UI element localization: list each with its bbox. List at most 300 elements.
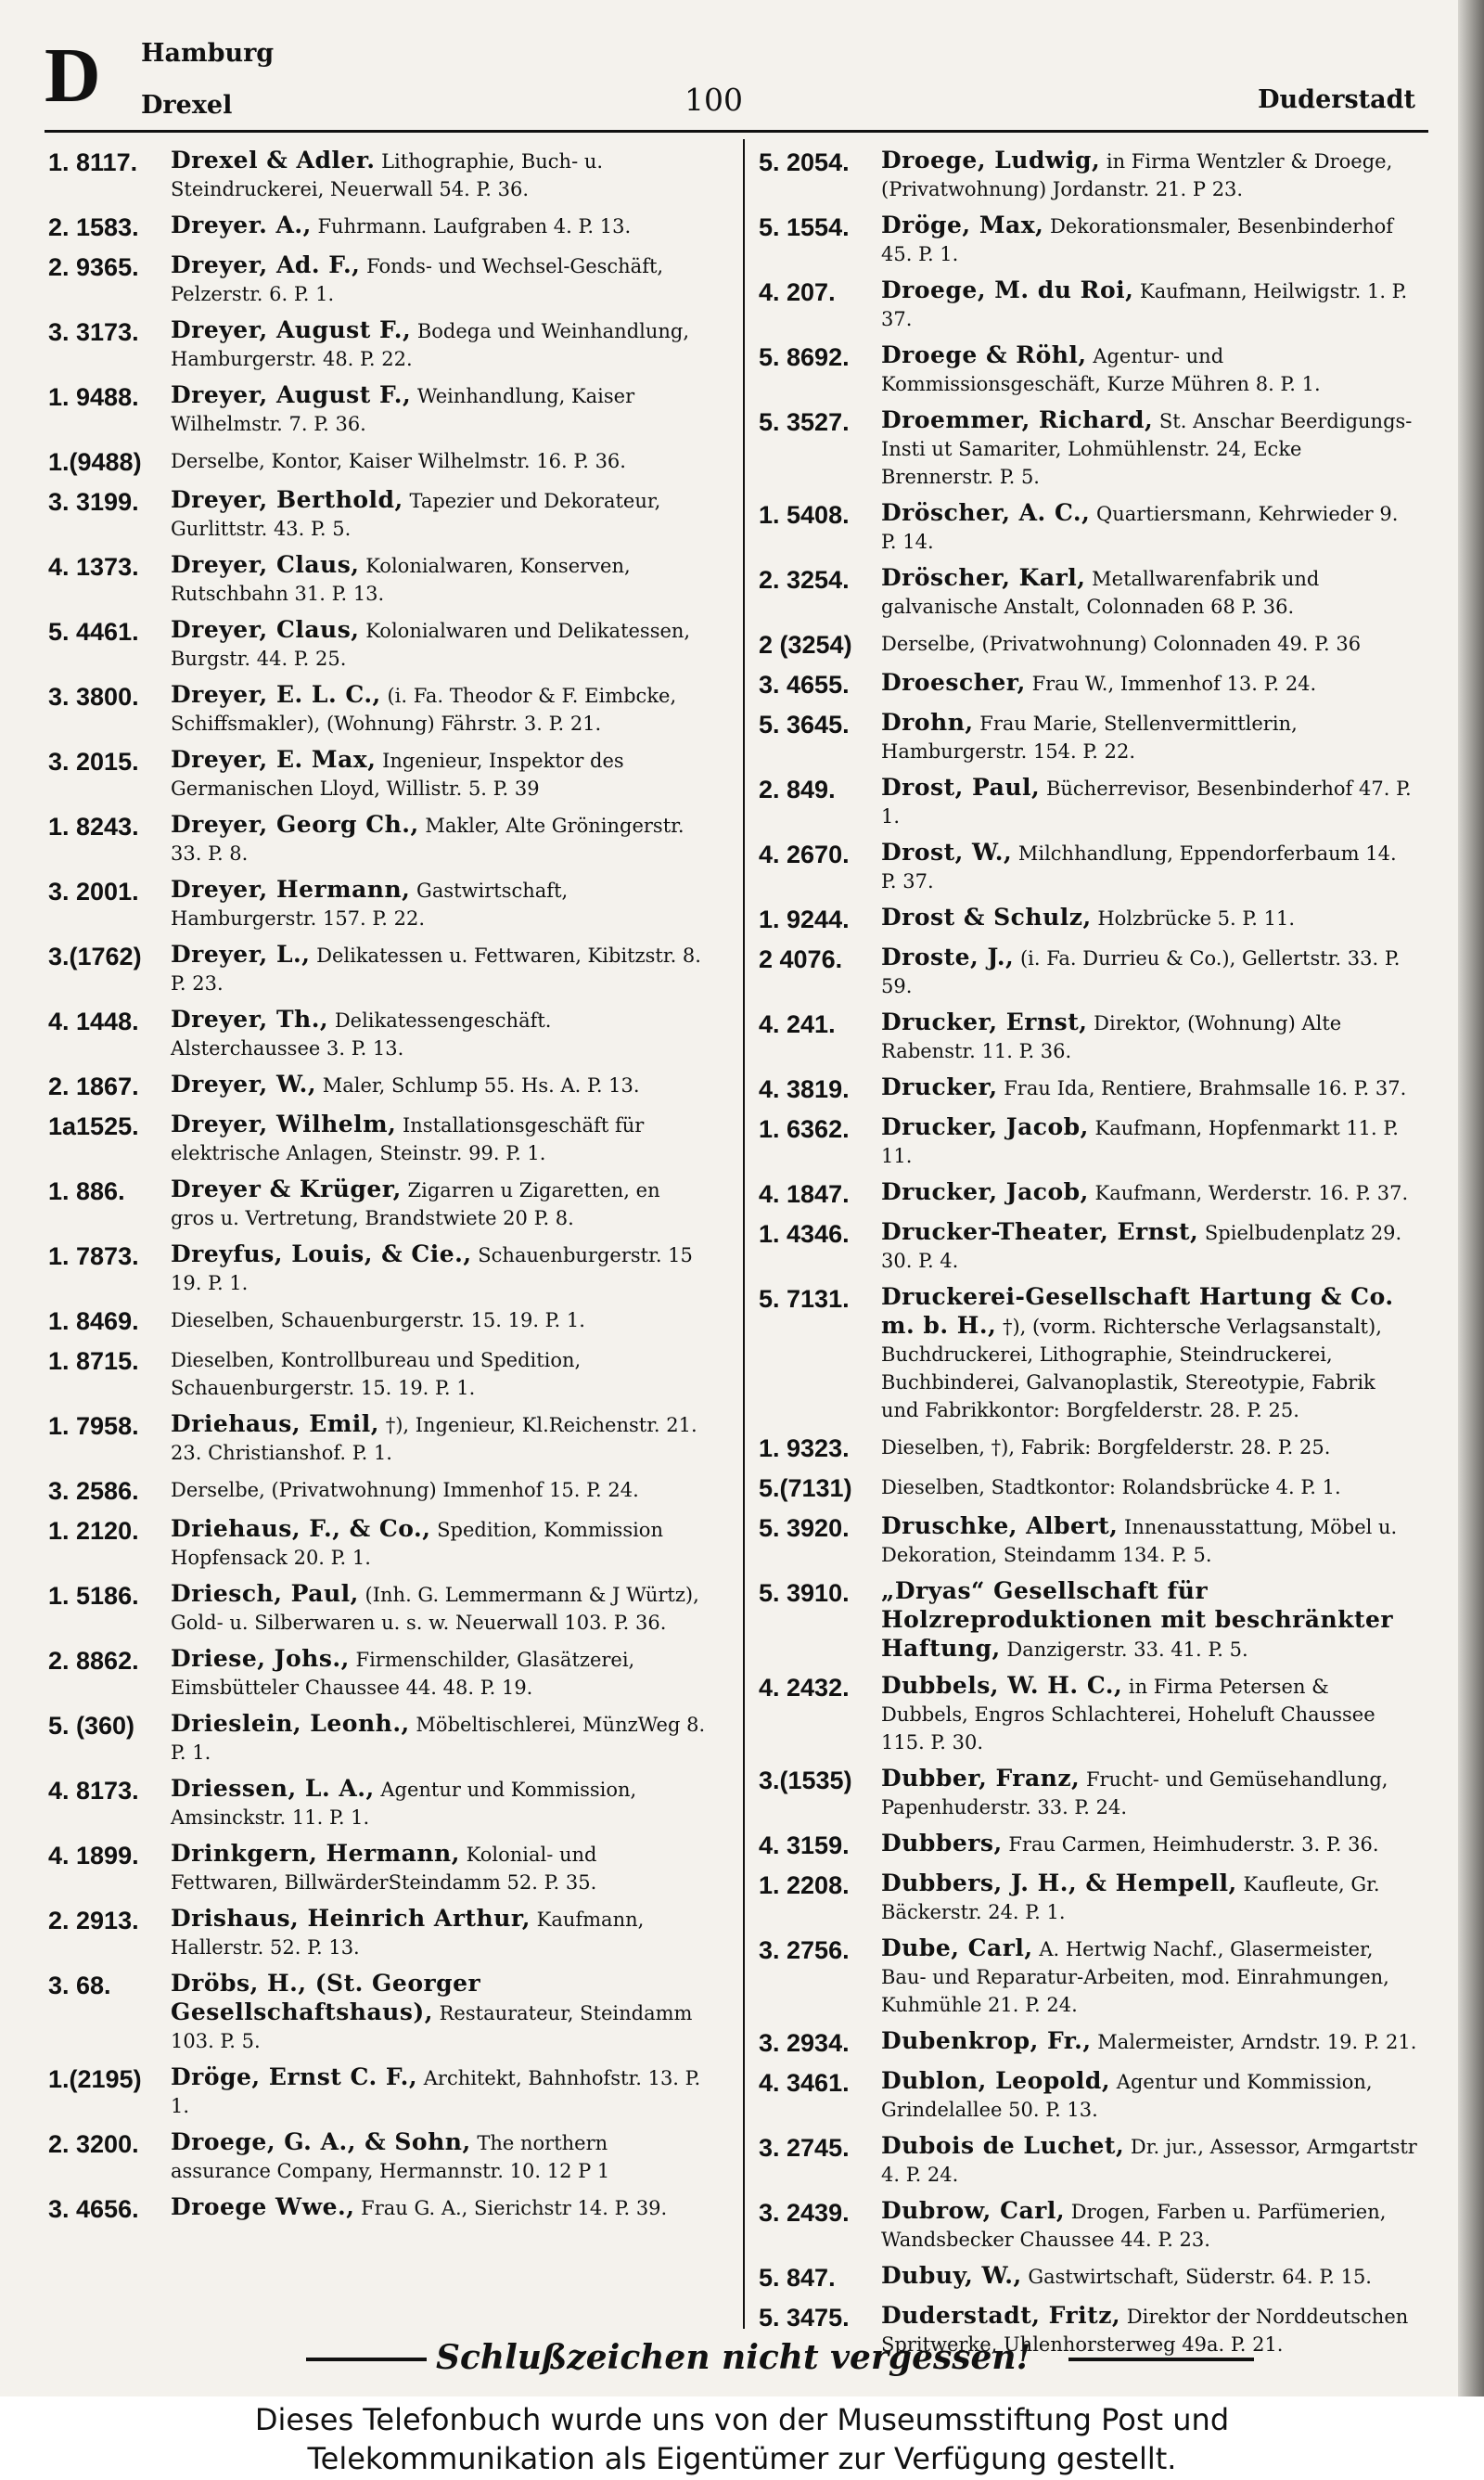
entry-body xyxy=(171,251,707,308)
subscriber-name: Dreyer, L., xyxy=(171,941,311,968)
entry-details: Kolonial- und Fettwaren, BillwärderSteindamm 52. P. 35. xyxy=(171,1844,597,1894)
entry-details: Derselbe, Kontor, Kaiser Wilhelmstr. 16. P. 36. xyxy=(171,450,626,472)
entry-body xyxy=(171,1970,707,2055)
directory-entry xyxy=(759,1433,1417,1464)
entry-details: Dieselben, †), Fabrik: Borgfelderstr. 28. P. 25. xyxy=(881,1436,1331,1458)
subscriber-name: Drohn, xyxy=(881,709,974,736)
directory-entry xyxy=(759,147,1417,203)
subscriber-name: Drucker-Theater, Ernst, xyxy=(881,1218,1199,1245)
phone-number: 1. 7958. xyxy=(48,1412,139,1440)
subscriber-name: Drishaus, Heinrich Arthur, xyxy=(171,1905,531,1932)
entry-body xyxy=(171,446,707,475)
directory-entry xyxy=(759,1073,1417,1105)
entry-body xyxy=(881,2027,1417,2056)
entry-body xyxy=(881,1577,1417,1664)
entry-details: Milchhandlung, Eppendorferbaum 14. P. 37. xyxy=(881,842,1397,893)
directory-entry xyxy=(759,2132,1417,2189)
entry-body xyxy=(171,1176,707,1232)
entry-body xyxy=(881,774,1417,830)
entry-details: Agentur- und Kommissionsgeschäft, Kurze Mühren 8. P. 1. xyxy=(881,345,1321,395)
entry-body xyxy=(171,616,707,673)
phone-number: 4. 1448. xyxy=(48,1008,139,1035)
directory-entry xyxy=(759,1009,1417,1065)
phone-number: 3. 3199. xyxy=(48,488,139,516)
phone-number: 2. 2913. xyxy=(48,1907,139,1934)
phone-number: 1. 8243. xyxy=(48,813,139,841)
phone-number: 5. 7131. xyxy=(759,1285,850,1313)
entry-details: (i. Fa. Theodor & F. Eimbcke, Schiffsmakler), (Wohnung) Fährstr. 3. P. 21. xyxy=(171,685,677,735)
entry-body xyxy=(881,1472,1417,1501)
subscriber-name: Droemmer, Richard, xyxy=(881,406,1154,433)
phone-number: 5. 8692. xyxy=(759,343,850,371)
entry-details: Quartiersmann, Kehrwieder 9. P. 14. xyxy=(881,503,1399,553)
directory-entry xyxy=(759,2262,1417,2294)
entry-body xyxy=(171,212,707,240)
directory-entry xyxy=(759,1577,1417,1664)
entry-body xyxy=(171,1305,707,1334)
page-number: 100 xyxy=(684,82,743,118)
subscriber-name: Dröbs, H., (St. Georger Gesellschaftshaus), xyxy=(171,1970,481,2025)
phone-number: 3. 3800. xyxy=(48,683,139,711)
entry-details: Holzbrücke 5. P. 11. xyxy=(1097,907,1296,930)
phone-number: 1. 9488. xyxy=(48,383,139,411)
credit-line-2: Telekommunikation als Eigentümer zur Verfügung gestellt. xyxy=(307,2441,1177,2476)
phone-number: 2. 1867. xyxy=(48,1073,139,1100)
directory-entry xyxy=(759,499,1417,556)
phone-number: 2. 1583. xyxy=(48,213,139,241)
entry-details: Bodega und Weinhandlung, Hamburgerstr. 48. P. 22. xyxy=(171,320,690,370)
phone-number: 2. 3254. xyxy=(759,566,850,594)
phone-number: 1. 8469. xyxy=(48,1307,139,1335)
subscriber-name: Dreyer, Georg Ch., xyxy=(171,811,419,838)
directory-entry xyxy=(48,1840,707,1896)
directory-entry xyxy=(759,564,1417,621)
directory-entry xyxy=(759,276,1417,333)
directory-entry xyxy=(48,1710,707,1767)
subscriber-name: Dreyer, E. Max, xyxy=(171,746,377,773)
phone-number: 2. 849. xyxy=(759,776,836,803)
entry-body xyxy=(881,1218,1417,1275)
entry-body xyxy=(171,381,707,438)
phone-number: 4. 1373. xyxy=(48,553,139,581)
directory-entry xyxy=(759,1283,1417,1424)
subscriber-name: Dreyer, August F., xyxy=(171,381,412,408)
directory-entry xyxy=(759,341,1417,398)
phone-number: 2. 8862. xyxy=(48,1647,139,1675)
directory-entry xyxy=(48,1645,707,1702)
subscriber-name: Driehaus, F., & Co., xyxy=(171,1515,431,1542)
entry-body xyxy=(171,1775,707,1831)
phone-number: 1. 5186. xyxy=(48,1582,139,1610)
entry-details: Spielbudenplatz 29. 30. P. 4. xyxy=(881,1222,1402,1272)
subscriber-name: Droege, G. A., & Sohn, xyxy=(171,2128,471,2155)
subscriber-name: Dröge, Max, xyxy=(881,212,1044,238)
phone-number: 2. 3200. xyxy=(48,2130,139,2158)
directory-entry xyxy=(48,1410,707,1467)
phone-number: 1. 2208. xyxy=(759,1871,850,1899)
entry-body xyxy=(881,2132,1417,2189)
footer-rule-left xyxy=(306,2358,427,2361)
phone-number: 3. 2934. xyxy=(759,2029,850,2057)
phone-number: 3. 2439. xyxy=(759,2199,850,2227)
entry-details: Frau G. A., Sierichstr 14. P. 39. xyxy=(361,2197,668,2219)
phone-number: 5. 3527. xyxy=(759,408,850,436)
entry-details: Direktor der Norddeutschen Spritwerke, Uhlenhorsterweg 49a. P. 21. xyxy=(881,2306,1409,2356)
entry-details: Direktor, (Wohnung) Alte Rabenstr. 11. P. 36. xyxy=(881,1012,1342,1062)
directory-entry xyxy=(48,2193,707,2225)
subscriber-name: Drinkgern, Hermann, xyxy=(171,1840,460,1867)
entry-body xyxy=(171,1840,707,1896)
entry-details: Agentur und Kommission, Grindelallee 50. P. 13. xyxy=(881,2071,1373,2121)
subscriber-name: Drost, Paul, xyxy=(881,774,1041,801)
phone-number: 5. 3475. xyxy=(759,2304,850,2332)
subscriber-name: Dreyer, Th., xyxy=(171,1006,329,1033)
scan-edge-shadow xyxy=(1458,0,1484,2396)
entry-details: Frau Carmen, Heimhuderstr. 3. P. 36. xyxy=(1008,1833,1379,1856)
subscriber-name: Dreyer. A., xyxy=(171,212,312,238)
phone-number: 3. 4655. xyxy=(759,671,850,699)
entry-details: Kolonialwaren und Delikatessen, Burgstr. 44. P. 25. xyxy=(171,620,691,670)
entry-body xyxy=(171,1410,707,1467)
phone-number: 3. 2015. xyxy=(48,748,139,776)
entry-body xyxy=(881,406,1417,491)
range-start: Drexel xyxy=(141,91,233,120)
entry-details: Kaufmann, Heilwigstr. 1. P. 37. xyxy=(881,280,1408,330)
subscriber-name: Dröscher, Karl, xyxy=(881,564,1086,591)
entry-body xyxy=(171,2128,707,2185)
subscriber-name: Dubuy, W., xyxy=(881,2262,1022,2289)
entry-details: A. Hertwig Nachf., Glasermeister, Bau- und Reparatur-Arbeiten, mod. Einrahmungen, Kuhmühle 21. P. 24. xyxy=(881,1938,1389,2016)
subscriber-name: Dube, Carl, xyxy=(881,1934,1033,1961)
entry-body xyxy=(881,1433,1417,1461)
entry-details: Drogen, Farben u. Parfümerien, Wandsbecker Chaussee 44. P. 23. xyxy=(881,2201,1387,2251)
directory-entry xyxy=(48,212,707,243)
subscriber-name: Driese, Johs., xyxy=(171,1645,350,1672)
phone-number: 1. 8715. xyxy=(48,1347,139,1375)
directory-entry xyxy=(48,616,707,673)
subscriber-name: Droege & Röhl, xyxy=(881,341,1087,368)
subscriber-name: Dreyer, Ad. F., xyxy=(171,251,361,278)
directory-entry xyxy=(48,1240,707,1297)
entry-details: Derselbe, (Privatwohnung) Colonnaden 49. P. 36 xyxy=(881,633,1362,655)
directory-entry xyxy=(759,839,1417,895)
entry-body xyxy=(881,276,1417,333)
directory-entry xyxy=(48,1515,707,1572)
entry-details: Tapezier und Dekorateur, Gurlittstr. 43. P. 5. xyxy=(171,490,661,540)
directory-entry xyxy=(48,2128,707,2185)
entry-body xyxy=(881,1178,1417,1207)
phone-number: 3.(1762) xyxy=(48,943,142,970)
subscriber-name: Dreyer, Hermann, xyxy=(171,876,411,903)
directory-entry xyxy=(759,1218,1417,1275)
subscriber-name: Druckerei-Gesellschaft Hartung & Co. m. b. H., xyxy=(881,1283,1394,1339)
subscriber-name: „Dryas“ Gesellschaft für Holzreproduktionen mit beschränkter Haftung, xyxy=(881,1577,1394,1662)
directory-entry xyxy=(48,2063,707,2120)
directory-entry xyxy=(48,746,707,803)
directory-entry xyxy=(48,1970,707,2055)
entry-body xyxy=(171,486,707,543)
directory-entry xyxy=(48,1475,707,1507)
entry-details: The northern assurance Company, Hermannstr. 10. 12 P 1 xyxy=(171,2132,610,2182)
entry-body xyxy=(881,147,1417,203)
phone-number: 4. 1899. xyxy=(48,1842,139,1870)
entry-details: Delikatessen u. Fettwaren, Kibitzstr. 8. P. 23. xyxy=(171,944,701,995)
entry-body xyxy=(171,1645,707,1702)
subscriber-name: Driessen, L. A., xyxy=(171,1775,375,1802)
phone-number: 1.(9488) xyxy=(48,448,142,476)
footer-note: Schlußzeichen nicht vergessen! xyxy=(436,2338,1031,2377)
phone-number: 1. 2120. xyxy=(48,1517,139,1545)
subscriber-name: Dubenkrop, Fr., xyxy=(881,2027,1092,2054)
phone-number: 1. 7873. xyxy=(48,1242,139,1270)
entry-body xyxy=(881,2197,1417,2254)
phone-number: 1. 5408. xyxy=(759,501,850,529)
credit-line-1: Dieses Telefonbuch wurde uns von der Museumsstiftung Post und xyxy=(254,2402,1230,2437)
entry-details: Dekorationsmaler, Besenbinderhof 45. P. 1. xyxy=(881,215,1394,265)
directory-entry xyxy=(759,1870,1417,1926)
entry-details: in Firma Petersen & Dubbels, Engros Schlachterei, Hoheluft Chaussee 115. P. 30. xyxy=(881,1676,1375,1754)
entry-body xyxy=(171,941,707,997)
subscriber-name: Dröscher, A. C., xyxy=(881,499,1091,526)
entry-details: Firmenschilder, Glasätzerei, Eimsbütteler Chaussee 44. 48. P. 19. xyxy=(171,1649,635,1699)
phone-number: 5. 847. xyxy=(759,2264,836,2292)
directory-entry xyxy=(759,2197,1417,2254)
entry-body xyxy=(171,1515,707,1572)
directory-entry xyxy=(759,669,1417,700)
entry-body xyxy=(881,1765,1417,1821)
entry-body xyxy=(881,669,1417,698)
directory-entry xyxy=(759,944,1417,1000)
directory-entry xyxy=(759,1830,1417,1861)
phone-number: 4. 2432. xyxy=(759,1674,850,1702)
entry-body xyxy=(171,551,707,608)
directory-entry xyxy=(48,811,707,867)
directory-entry xyxy=(759,904,1417,935)
directory-entry xyxy=(759,406,1417,491)
entry-body xyxy=(881,2067,1417,2124)
phone-number: 4. 241. xyxy=(759,1010,836,1038)
entry-body xyxy=(171,681,707,738)
entry-body xyxy=(881,629,1417,658)
entry-details: Maler, Schlump 55. Hs. A. P. 13. xyxy=(322,1074,640,1097)
entry-body xyxy=(881,839,1417,895)
entry-body xyxy=(171,316,707,373)
entry-body xyxy=(881,1830,1417,1858)
range-end: Duderstadt xyxy=(1258,85,1415,114)
phone-number: 1. 8117. xyxy=(48,148,138,176)
subscriber-name: Dreyer, August F., xyxy=(171,316,412,343)
phone-number: 5. 3920. xyxy=(759,1514,850,1542)
directory-entry xyxy=(759,2067,1417,2124)
subscriber-name: Droege, M. du Roi, xyxy=(881,276,1134,303)
subscriber-name: Drucker, xyxy=(881,1073,998,1100)
entry-details: Dr. jur., Assessor, Armgartstr 4. P. 24. xyxy=(881,2136,1417,2186)
entry-body xyxy=(171,811,707,867)
phone-number: 4. 2670. xyxy=(759,841,850,868)
entry-body xyxy=(881,341,1417,398)
entry-body xyxy=(881,2262,1417,2291)
entry-details: Frucht- und Gemüsehandlung, Papenhuderstr. 33. P. 24. xyxy=(881,1768,1388,1818)
entry-details: Innenausstattung, Möbel u. Dekoration, Steindamm 134. P. 5. xyxy=(881,1516,1398,1566)
subscriber-name: Droste, J., xyxy=(881,944,1015,970)
phone-number: 3. 2745. xyxy=(759,2134,850,2162)
subscriber-name: Dröge, Ernst C. F., xyxy=(171,2063,418,2090)
entry-body xyxy=(171,1071,707,1099)
phone-number: 1. 6362. xyxy=(759,1115,850,1143)
entry-body xyxy=(171,1580,707,1637)
entry-details: Kaufleute, Gr. Bäckerstr. 24. P. 1. xyxy=(881,1873,1380,1923)
phone-number: 3. 2586. xyxy=(48,1477,139,1505)
directory-entry xyxy=(48,147,707,203)
entry-body xyxy=(171,1710,707,1767)
directory-entry xyxy=(48,1305,707,1337)
directory-entry xyxy=(48,681,707,738)
subscriber-name: Drieslein, Leonh., xyxy=(171,1710,410,1737)
directory-entry xyxy=(48,251,707,308)
phone-number: 2 4076. xyxy=(759,945,843,973)
phone-number: 5. 3645. xyxy=(759,711,850,739)
entry-body xyxy=(171,1905,707,1961)
directory-entry xyxy=(759,1178,1417,1210)
phone-number: 4. 3819. xyxy=(759,1075,850,1103)
entry-body xyxy=(171,2193,707,2222)
directory-entry xyxy=(48,1111,707,1167)
entry-details: Zigarren u Zigaretten, en gros u. Vertretung, Brandstwiete 20 P. 8. xyxy=(171,1179,660,1229)
subscriber-name: Dreyer & Krüger, xyxy=(171,1176,402,1202)
left-column xyxy=(48,147,707,2233)
city-heading: Hamburg xyxy=(141,39,275,68)
phone-number: 5. (360) xyxy=(48,1712,135,1740)
subscriber-name: Druschke, Albert, xyxy=(881,1512,1119,1539)
entry-body xyxy=(881,212,1417,268)
phone-number: 2 (3254) xyxy=(759,631,852,659)
directory-entry xyxy=(48,941,707,997)
phone-number: 4. 8173. xyxy=(48,1777,139,1805)
entry-body xyxy=(881,1283,1417,1424)
directory-entry xyxy=(48,1905,707,1961)
entry-body xyxy=(171,1345,707,1402)
directory-entry xyxy=(48,316,707,373)
directory-entry xyxy=(48,876,707,932)
phone-number: 5. 1554. xyxy=(759,213,850,241)
directory-entry xyxy=(759,212,1417,268)
directory-entry xyxy=(759,2027,1417,2059)
entry-body xyxy=(881,904,1417,932)
section-letter: D xyxy=(45,32,101,119)
directory-entry xyxy=(759,629,1417,661)
directory-entry xyxy=(759,1765,1417,1821)
subscriber-name: Dubbels, W. H. C., xyxy=(881,1672,1123,1699)
subscriber-name: Driehaus, Emil, xyxy=(171,1410,379,1437)
directory-entry xyxy=(48,1071,707,1102)
subscriber-name: Drost & Schulz, xyxy=(881,904,1092,931)
subscriber-name: Dreyfus, Louis, & Cie., xyxy=(171,1240,472,1267)
phone-number: 1. 9244. xyxy=(759,906,850,933)
entry-details: (Inh. G. Lemmermann & J Würtz), Gold- u. Silberwaren u. s. w. Neuerwall 103. P. 36. xyxy=(171,1584,699,1634)
entry-details: Installationsgeschäft für elektrische Anlagen, Steinstr. 99. P. 1. xyxy=(171,1114,645,1164)
entry-details: Dieselben, Kontrollbureau und Spedition, Schauenburgerstr. 15. 19. P. 1. xyxy=(171,1349,582,1399)
phone-number: 5. 4461. xyxy=(48,618,139,646)
entry-details: (i. Fa. Durrieu & Co.), Gellertstr. 33. P. 59. xyxy=(881,947,1401,997)
entry-body xyxy=(171,746,707,803)
subscriber-name: Dreyer, Claus, xyxy=(171,616,360,643)
entry-details: Dieselben, Stadtkontor: Rolandsbrücke 4. P. 1. xyxy=(881,1476,1341,1498)
entry-body xyxy=(171,1006,707,1062)
subscriber-name: Dreyer, E. L. C., xyxy=(171,681,381,708)
directory-entry xyxy=(48,1775,707,1831)
phone-number: 5. 2054. xyxy=(759,148,850,176)
directory-entry xyxy=(48,1580,707,1637)
subscriber-name: Dreyer, Berthold, xyxy=(171,486,403,513)
subscriber-name: Dubbers, xyxy=(881,1830,1003,1857)
entry-body xyxy=(881,1934,1417,2019)
entry-details: Delikatessengeschäft. Alsterchaussee 3. P. 13. xyxy=(171,1009,552,1060)
entry-details: Gastwirtschaft, Hamburgerstr. 157. P. 22. xyxy=(171,880,569,930)
entry-details: Frau W., Immenhof 13. P. 24. xyxy=(1031,673,1317,695)
entry-details: Kolonialwaren, Konserven, Rutschbahn 31. P. 13. xyxy=(171,555,631,605)
subscriber-name: Droege, Ludwig, xyxy=(881,147,1101,173)
subscriber-name: Dreyer, Claus, xyxy=(171,551,360,578)
phone-number: 4. 1847. xyxy=(759,1180,850,1208)
directory-entry xyxy=(48,1176,707,1232)
entry-details: Malermeister, Arndstr. 19. P. 21. xyxy=(1097,2031,1417,2053)
directory-entry xyxy=(759,709,1417,765)
phone-number: 1. 9323. xyxy=(759,1434,850,1462)
subscriber-name: Droescher, xyxy=(881,669,1026,696)
phone-number: 2. 9365. xyxy=(48,253,139,281)
entry-body xyxy=(171,1240,707,1297)
subscriber-name: Dreyer, Wilhelm, xyxy=(171,1111,397,1137)
directory-entry xyxy=(48,551,707,608)
directory-entry xyxy=(759,774,1417,830)
subscriber-name: Dubois de Luchet, xyxy=(881,2132,1125,2159)
entry-details: †), Ingenieur, Kl.Reichenstr. 21. 23. Christianshof. P. 1. xyxy=(171,1414,697,1464)
subscriber-name: Drost, W., xyxy=(881,839,1013,866)
phone-number: 3. 2756. xyxy=(759,1936,850,1964)
subscriber-name: Driesch, Paul, xyxy=(171,1580,359,1607)
entry-details: Kaufmann, Hallerstr. 52. P. 13. xyxy=(171,1908,645,1959)
entry-details: Möbeltischlerei, MünzWeg 8. P. 1. xyxy=(171,1714,706,1764)
entry-details: Schauenburgerstr. 15 19. P. 1. xyxy=(171,1244,693,1294)
entry-body xyxy=(171,1111,707,1167)
entry-details: Danzigerstr. 33. 41. P. 5. xyxy=(1006,1638,1248,1661)
entry-body xyxy=(881,564,1417,621)
entry-body xyxy=(881,1870,1417,1926)
phone-number: 3.(1535) xyxy=(759,1767,852,1794)
subscriber-name: Dubber, Franz, xyxy=(881,1765,1081,1792)
phone-number: 3. 4656. xyxy=(48,2195,139,2223)
phone-number: 4. 3159. xyxy=(759,1831,850,1859)
entry-details: in Firma Wentzler & Droege, (Privatwohnung) Jordanstr. 21. P 23. xyxy=(881,150,1393,200)
entry-body xyxy=(881,1512,1417,1569)
entry-details: Restaurateur, Steindamm 103. P. 5. xyxy=(171,2002,693,2052)
phone-number: 1.(2195) xyxy=(48,2065,142,2093)
entry-details: Bücherrevisor, Besenbinderhof 47. P. 1. xyxy=(881,777,1412,828)
directory-entry xyxy=(48,1345,707,1402)
directory-entry xyxy=(759,1472,1417,1504)
directory-entry xyxy=(759,1672,1417,1756)
entry-details: Spedition, Kommission Hopfensack 20. P. 1. xyxy=(171,1519,663,1569)
entry-details: Fonds- und Wechsel-Geschäft, Pelzerstr. 6. P. 1. xyxy=(171,255,664,305)
phone-number: 4. 3461. xyxy=(759,2069,850,2097)
entry-body xyxy=(881,1009,1417,1065)
directory-entry xyxy=(48,486,707,543)
entry-body xyxy=(881,1113,1417,1170)
entry-body xyxy=(171,876,707,932)
entry-details: Frau Ida, Rentiere, Brahmsalle 16. P. 37. xyxy=(1004,1077,1407,1099)
entry-details: St. Anschar Beerdigungs-Insti ut Samariter, Lohmühlenstr. 24, Ecke Brennerstr. P. 5. xyxy=(881,410,1413,488)
phone-number: 3. 2001. xyxy=(48,878,139,906)
